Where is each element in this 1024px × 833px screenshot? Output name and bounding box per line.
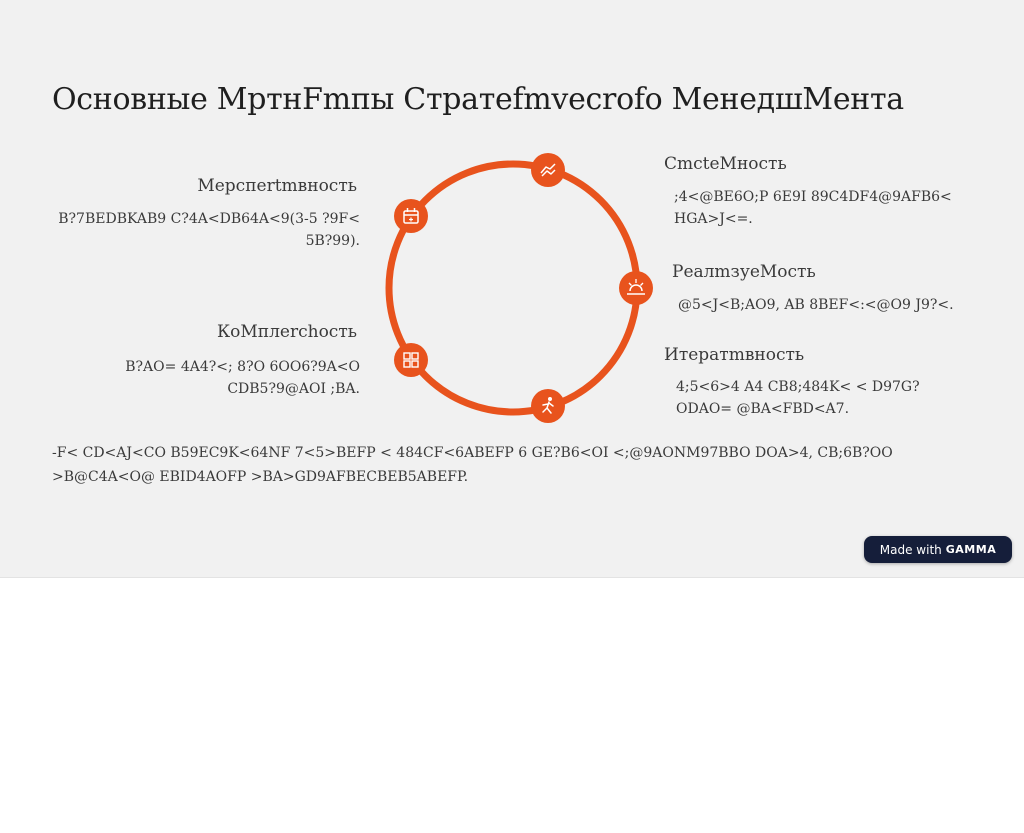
point-title-systemness: СmcteМнocть [664,154,787,174]
point-desc-perspective: B?7BEDBKAB9 C?4A<DB64A<9(3-5 ?9F< 5B?99). [58,211,360,249]
slide-divider [0,577,1024,578]
point-title-complexity: КоМплеrchocть [216,322,357,342]
cycle-ring [389,164,637,412]
point-desc-systemness: ;4<@BE6O;P 6E9I 89C4DF4@9AFB6< HGA>J<=. [674,189,952,227]
cycle-diagram [370,148,656,428]
sunrise-icon [619,271,653,305]
point-desc-iterativeness: 4;5<6>4 A4 CB8;484K< < D97G?ODAO= @BA<FBD<A7. [676,379,920,417]
badge-prefix: Made with [879,542,942,557]
made-with-gamma-badge[interactable] [864,536,1012,563]
summary-text: -F< CD<AJ<CO B59EC9K<64NF 7<5>BEFP < 484CF<6ABEFP 6 GE?B6<OI <;@9AONM97BBO DOA>4, CB;6B?OO >B@C4A<O@ EBID4AOFP >BA>GD9AFBECBEB5ABEFP. [52,445,893,485]
point-desc-complexity: B?AO= 4A4?<; 8?O 6OO6?9A<O CDB5?9@AOI ;BA. [125,359,360,397]
point-title-iterativeness: Итеpатmвность [664,345,805,365]
calendar-icon [394,199,428,233]
handshake-icon [531,153,565,187]
point-title-feasibility: РеалmзуеМость [672,262,816,282]
slide-title: Основные МртнFmпы Стратеfmvecrofo МенедшМента [52,82,904,117]
point-desc-feasibility: @5<J<B;AO9, AB 8BEF<:<@O9 J9?<. [678,297,954,313]
puzzle-icon [394,343,428,377]
runner-icon [531,389,565,423]
badge-brand: GAMMA [945,543,997,556]
point-title-perspective: Мерспеrtmвность [197,176,357,196]
